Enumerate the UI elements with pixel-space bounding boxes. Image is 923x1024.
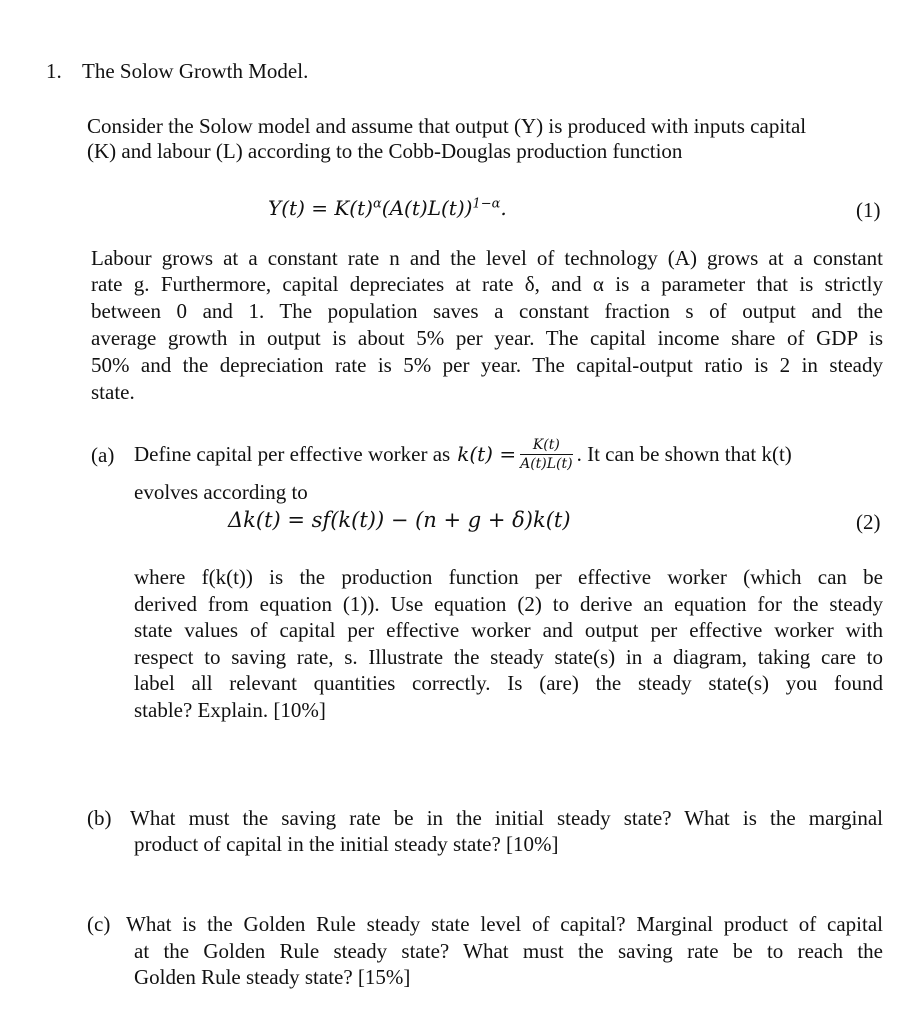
para2-line: between 0 and 1. The population saves a constant fraction s of output and the bbox=[91, 299, 883, 323]
para2-line: average growth in output is about 5% per year. The capital income share of GDP is bbox=[91, 326, 883, 350]
equation-1: $Y(t) = K(t)^\alpha(A(t)L(t))^{1-\alpha}$. bbox=[268, 196, 507, 220]
para2-line: Labour grows at a constant rate n and the level of technology (A) grows at a constant bbox=[91, 246, 883, 270]
part-a-body-line: derived from equation (1)). Use equation (2) to derive an equation for the steady bbox=[134, 592, 883, 616]
part-a-body-line: where f(k(t)) is the production function per effective worker (which can be bbox=[134, 565, 883, 589]
para2-line: 50% and the depreciation rate is 5% per year. The capital-output ratio is 2 in steady bbox=[91, 353, 883, 377]
part-a-label: (a) bbox=[91, 443, 115, 467]
part-c-line: What is the Golden Rule steady state level of capital? Marginal product of capital bbox=[126, 912, 883, 936]
part-a-first-line bbox=[134, 432, 792, 476]
part-a-body-line: state values of capital per effective worker and output per effective worker with bbox=[134, 618, 883, 642]
intro-line: (K) and labour (L) according to the Cobb-Douglas production function bbox=[87, 139, 683, 163]
equation-2: Δk(t) = sf(k(t)) − (n + g + δ)k(t) bbox=[228, 508, 571, 532]
part-b-line: product of capital in the initial steady state? [10%] bbox=[134, 832, 559, 856]
part-c-label: (c) bbox=[87, 912, 111, 936]
para2-line: state. bbox=[91, 380, 135, 404]
part-a-text-before: Define capital per effective worker as bbox=[134, 441, 451, 466]
equation-2-number: (2) bbox=[856, 510, 881, 534]
part-b-label: (b) bbox=[87, 806, 112, 830]
part-a-second-line: evolves according to bbox=[134, 480, 308, 504]
part-a-body-line: respect to saving rate, s. Illustrate the steady state(s) in a diagram, taking care to bbox=[134, 645, 883, 669]
part-a-body-line: label all relevant quantities correctly. Is (are) the steady state(s) you found bbox=[134, 671, 883, 695]
para2-line: rate g. Furthermore, capital depreciates at rate δ, and α is a parameter that is strictly bbox=[91, 272, 883, 296]
part-a-k-definition: k(t) = bbox=[457, 442, 517, 466]
part-b-line: What must the saving rate be in the initial steady state? What is the marginal bbox=[130, 806, 883, 830]
equation-1-number: (1) bbox=[856, 198, 881, 222]
part-a-text-after: . It can be shown that k(t) bbox=[576, 441, 792, 466]
part-c-line: at the Golden Rule steady state? What must the saving rate be to reach the bbox=[134, 939, 883, 963]
question-number: 1. bbox=[46, 59, 62, 83]
part-c-line: Golden Rule steady state? [15%] bbox=[134, 965, 411, 989]
question-title: The Solow Growth Model. bbox=[82, 59, 309, 83]
k-fraction bbox=[520, 437, 573, 472]
part-a-body-line: stable? Explain. [10%] bbox=[134, 698, 326, 722]
k-fraction-denominator: A(t)L(t) bbox=[520, 455, 573, 472]
intro-line: Consider the Solow model and assume that output (Y) is produced with inputs capital bbox=[87, 114, 807, 138]
k-fraction-numerator: K(t) bbox=[520, 437, 573, 455]
